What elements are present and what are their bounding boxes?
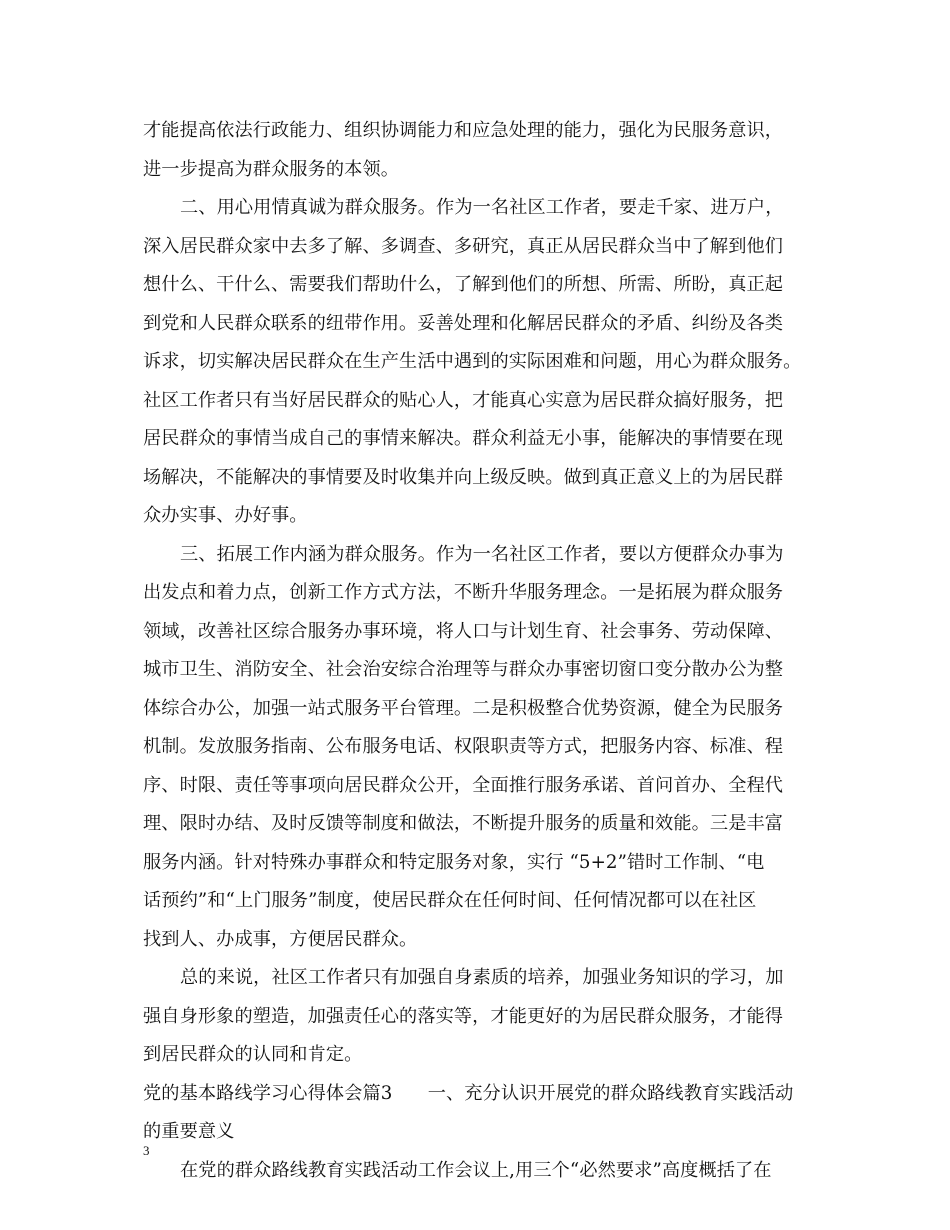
text-line: 场解决，不能解决的事情要及时收集并向上级反映。做到真正意义上的为居民群 <box>143 466 784 488</box>
text-line: 诉求，切实解决居民群众在生产生活中遇到的实际困难和问题，用心为群众服务。 <box>143 351 802 372</box>
text-line: 体综合办公，加强一站式服务平台管理。二是积极整合优势资源，健全为民服务 <box>143 697 784 719</box>
text-line: 出发点和着力点，创新工作方式方法，不断升华服务理念。一是拓展为群众服务 <box>143 582 784 603</box>
text-line: 众办实事、办好事。 <box>143 505 308 526</box>
text-line: 序、时限、责任等事项向居民群众公开，全面推行服务承诺、首问首办、全程代 <box>143 774 784 796</box>
text-line: 城市卫生、消防安全、社会治安综合治理等与群众办事密切窗口变分散办公为整 <box>143 659 784 680</box>
text-line: 的重要意义 <box>143 1121 235 1142</box>
text-line: 服务内涵。针对特殊办事群众和特定服务对象，实行 “5+2”错时工作制、“电 <box>143 851 765 873</box>
paragraph-start-line: 三、拓展工作内涵为群众服务。作为一名社区工作者，要以方便群众办事为 <box>180 543 784 565</box>
text-line: 想什么、干什么、需要我们帮助什么，了解到他们的所想、所需、所盼，真正起 <box>143 274 784 295</box>
text-line: 领域，改善社区综合服务办事环境，将人口与计划生育、社会事务、劳动保障、 <box>143 620 784 642</box>
document-body <box>143 112 833 1190</box>
text-line: 社区工作者只有当好居民群众的贴心人，才能真心实意为居民群众搞好服务，把 <box>143 389 784 411</box>
text-line: 深入居民群众家中去多了解、多调查、多研究，真正从居民群众当中了解到他们 <box>143 235 784 257</box>
text-line: 到居民群众的认同和肯定。 <box>143 1044 363 1065</box>
paragraph-start-line: 总的来说，社区工作者只有加强自身素质的培养，加强业务知识的学习，加 <box>180 967 784 988</box>
text-line: 机制。发放服务指南、公布服务电话、权限职责等方式，把服务内容、标准、程 <box>143 736 784 757</box>
text-line: 到党和人民群众联系的纽带作用。妥善处理和化解居民群众的矛盾、纠纷及各类 <box>143 312 784 334</box>
text-line: 理、限时办结、及时反馈等制度和做法，不断提升服务的质量和效能。三是丰富 <box>143 813 784 834</box>
text-line: 居民群众的事情当成自己的事情来解决。群众利益无小事，能解决的事情要在现 <box>143 428 784 449</box>
paragraph-start-line: 二、用心用情真诚为群众服务。作为一名社区工作者，要走千家、进万户， <box>180 197 784 218</box>
paragraph-start-line: 在党的群众路线教育实践活动工作会议上,用三个“必然要求”高度概括了在 <box>180 1159 772 1181</box>
text-line: 强自身形象的塑造，加强责任心的落实等，才能更好的为居民群众服务，才能得 <box>143 1005 784 1027</box>
section-heading-line: 党的基本路线学习心得体会篇3 一、充分认识开展党的群众路线教育实践活动 <box>143 1082 794 1104</box>
text-line: 话预约”和“上门服务”制度，使居民群众在任何时间、任何情况都可以在社区 <box>143 890 757 911</box>
text-line: 找到人、办成事，方便居民群众。 <box>143 928 418 950</box>
page-number: 3 <box>143 1143 150 1158</box>
text-line: 才能提高依法行政能力、组织协调能力和应急处理的能力，强化为民服务意识， <box>143 120 784 141</box>
text-line: 进一步提高为群众服务的本领。 <box>143 158 400 180</box>
